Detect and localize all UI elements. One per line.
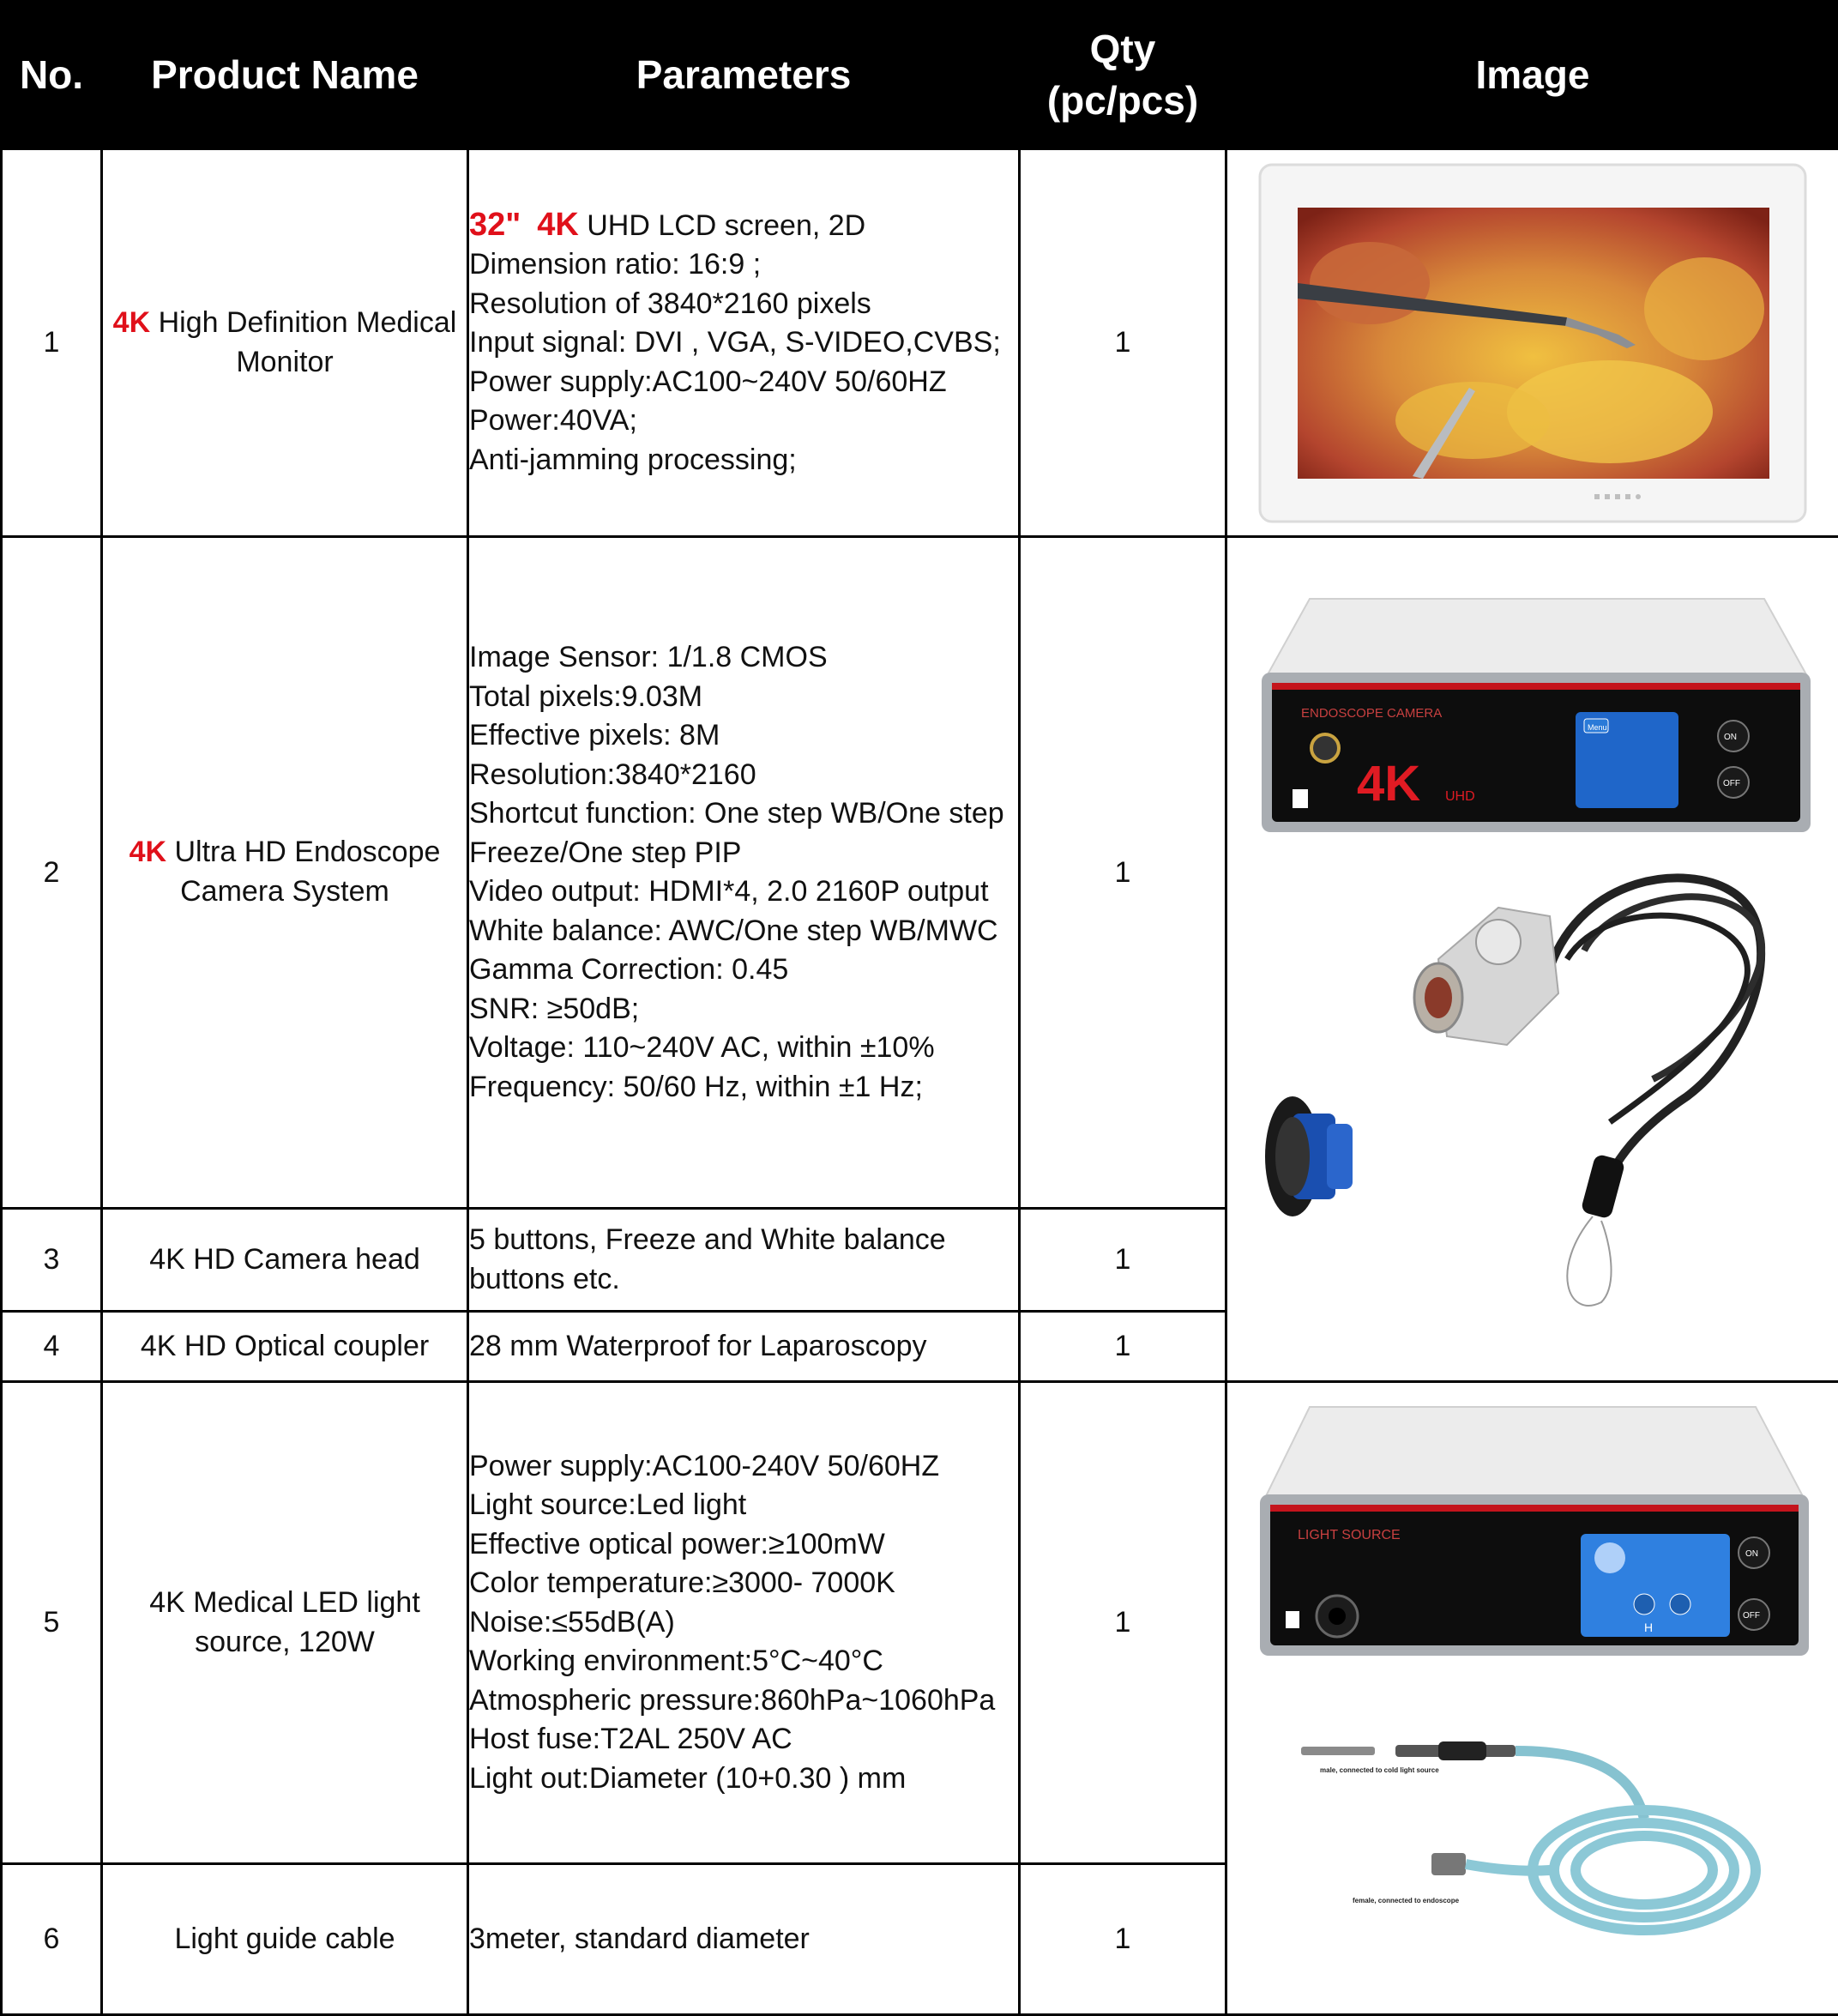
name-highlight: 4K <box>113 306 150 339</box>
param-line: SNR: ≥50dB; <box>469 990 1018 1029</box>
param-text: UHD LCD screen, 2D <box>579 209 865 242</box>
row-number: 2 <box>2 537 102 1209</box>
param-line: 28 mm Waterproof for Laparoscopy <box>469 1327 1018 1367</box>
parameters-cell <box>468 1312 1020 1382</box>
param-line: Power supply:AC100-240V 50/60HZ <box>469 1447 1018 1487</box>
header-row <box>2 2 1838 149</box>
param-highlight-4k: 4K <box>537 207 579 243</box>
param-line: 5 buttons, Freeze and White balance buttons etc. <box>469 1221 1018 1299</box>
light-h-label: H <box>1644 1621 1653 1634</box>
param-line: Color temperature:≥3000- 7000K <box>469 1564 1018 1603</box>
light-guide-cable <box>1301 1741 1756 1930</box>
product-image-cell <box>1226 1382 1838 2015</box>
product-name: 4K HD Camera head <box>102 1209 468 1312</box>
parameters-cell <box>468 1209 1020 1312</box>
row-number: 4 <box>2 1312 102 1382</box>
param-line: Shortcut function: One step WB/One step Freeze/One step PIP <box>469 794 1018 872</box>
header-image: Image <box>1226 2 1838 149</box>
light-brand-label: LIGHT SOURCE <box>1298 1528 1401 1542</box>
param-highlight-size: 32" <box>469 207 521 243</box>
param-line: Anti-jamming processing; <box>469 441 1018 480</box>
param-line: Resolution of 3840*2160 pixels <box>469 285 1018 324</box>
table-row <box>2 537 1838 1209</box>
name-highlight: 4K <box>130 836 166 868</box>
param-line: Power:40VA; <box>469 401 1018 441</box>
name-text: Ultra HD Endoscope Camera System <box>166 836 440 908</box>
product-name <box>102 537 468 1209</box>
param-line: Effective optical power:≥100mW <box>469 1525 1018 1565</box>
param-line: Voltage: 110~240V AC, within ±10% <box>469 1029 1018 1068</box>
param-line: Frequency: 50/60 Hz, within ±1 Hz; <box>469 1068 1018 1108</box>
row-number: 1 <box>2 149 102 537</box>
quantity: 1 <box>1020 537 1226 1209</box>
header-qty <box>1020 2 1226 149</box>
camera-off-label: OFF <box>1723 779 1740 788</box>
quantity: 1 <box>1020 149 1226 537</box>
header-no: No. <box>2 2 102 149</box>
param-line: Input signal: DVI , VGA, S-VIDEO,CVBS; <box>469 323 1018 363</box>
camera-4k-label: 4K <box>1357 756 1420 812</box>
optical-coupler <box>1265 1096 1353 1216</box>
header-product-name: Product Name <box>102 2 468 149</box>
cable-female-label: female, connected to endoscope <box>1353 1897 1460 1904</box>
param-line <box>469 206 1018 246</box>
param-line: Dimension ratio: 16:9 ; <box>469 245 1018 285</box>
parameters-cell <box>468 1864 1020 2015</box>
row-number: 6 <box>2 1864 102 2015</box>
param-line: White balance: AWC/One step WB/MWC <box>469 912 1018 951</box>
monitor-image <box>1258 163 1807 523</box>
camera-system-image <box>1241 564 1824 1354</box>
param-line: Working environment:5°C~40°C <box>469 1642 1018 1681</box>
camera-head <box>1414 878 1762 1306</box>
table-row <box>2 1382 1838 1864</box>
light-on-label: ON <box>1745 1549 1758 1559</box>
param-line: Effective pixels: 8M <box>469 716 1018 756</box>
param-line: Gamma Correction: 0.45 <box>469 951 1018 990</box>
cable-male-label: male, connected to cold light source <box>1320 1766 1439 1774</box>
header-qty-line2: (pc/pcs) <box>1021 75 1225 127</box>
quantity: 1 <box>1020 1864 1226 2015</box>
quantity: 1 <box>1020 1382 1226 1864</box>
param-line: Light source:Led light <box>469 1486 1018 1525</box>
product-name: 4K HD Optical coupler <box>102 1312 468 1382</box>
param-line: 3meter, standard diameter <box>469 1920 1018 1959</box>
header-parameters: Parameters <box>468 2 1020 149</box>
light-source-unit <box>1260 1407 1809 1656</box>
param-line: Image Sensor: 1/1.8 CMOS <box>469 638 1018 678</box>
param-line: Noise:≤55dB(A) <box>469 1603 1018 1643</box>
camera-brand-label: ENDOSCOPE CAMERA <box>1301 706 1442 721</box>
param-line: Resolution:3840*2160 <box>469 756 1018 795</box>
param-line: Power supply:AC100~240V 50/60HZ <box>469 363 1018 402</box>
parameters-cell <box>468 149 1020 537</box>
camera-uhd-label: UHD <box>1445 789 1475 804</box>
camera-on-label: ON <box>1724 733 1737 742</box>
camera-control-unit <box>1262 599 1811 832</box>
product-name <box>102 149 468 537</box>
name-text: High Definition Medical Monitor <box>150 306 456 378</box>
param-line: Atmospheric pressure:860hPa~1060hPa <box>469 1681 1018 1721</box>
row-number: 5 <box>2 1382 102 1864</box>
camera-menu-label: Menu <box>1588 723 1607 732</box>
param-line: Video output: HDMI*4, 2.0 2160P output <box>469 872 1018 912</box>
light-off-label: OFF <box>1743 1611 1760 1621</box>
light-source-image <box>1241 1390 1824 2007</box>
table-row <box>2 149 1838 537</box>
product-image-cell <box>1226 537 1838 1382</box>
product-name: Light guide cable <box>102 1864 468 2015</box>
product-name: 4K Medical LED light source, 120W <box>102 1382 468 1864</box>
param-line: Total pixels:9.03M <box>469 678 1018 717</box>
row-number: 3 <box>2 1209 102 1312</box>
param-line: Light out:Diameter (10+0.30 ) mm <box>469 1759 1018 1799</box>
parameters-cell <box>468 537 1020 1209</box>
header-qty-line1: Qty <box>1021 24 1225 75</box>
quantity: 1 <box>1020 1312 1226 1382</box>
product-image-cell <box>1226 149 1838 537</box>
quantity: 1 <box>1020 1209 1226 1312</box>
param-line: Host fuse:T2AL 250V AC <box>469 1720 1018 1759</box>
parameters-cell <box>468 1382 1020 1864</box>
